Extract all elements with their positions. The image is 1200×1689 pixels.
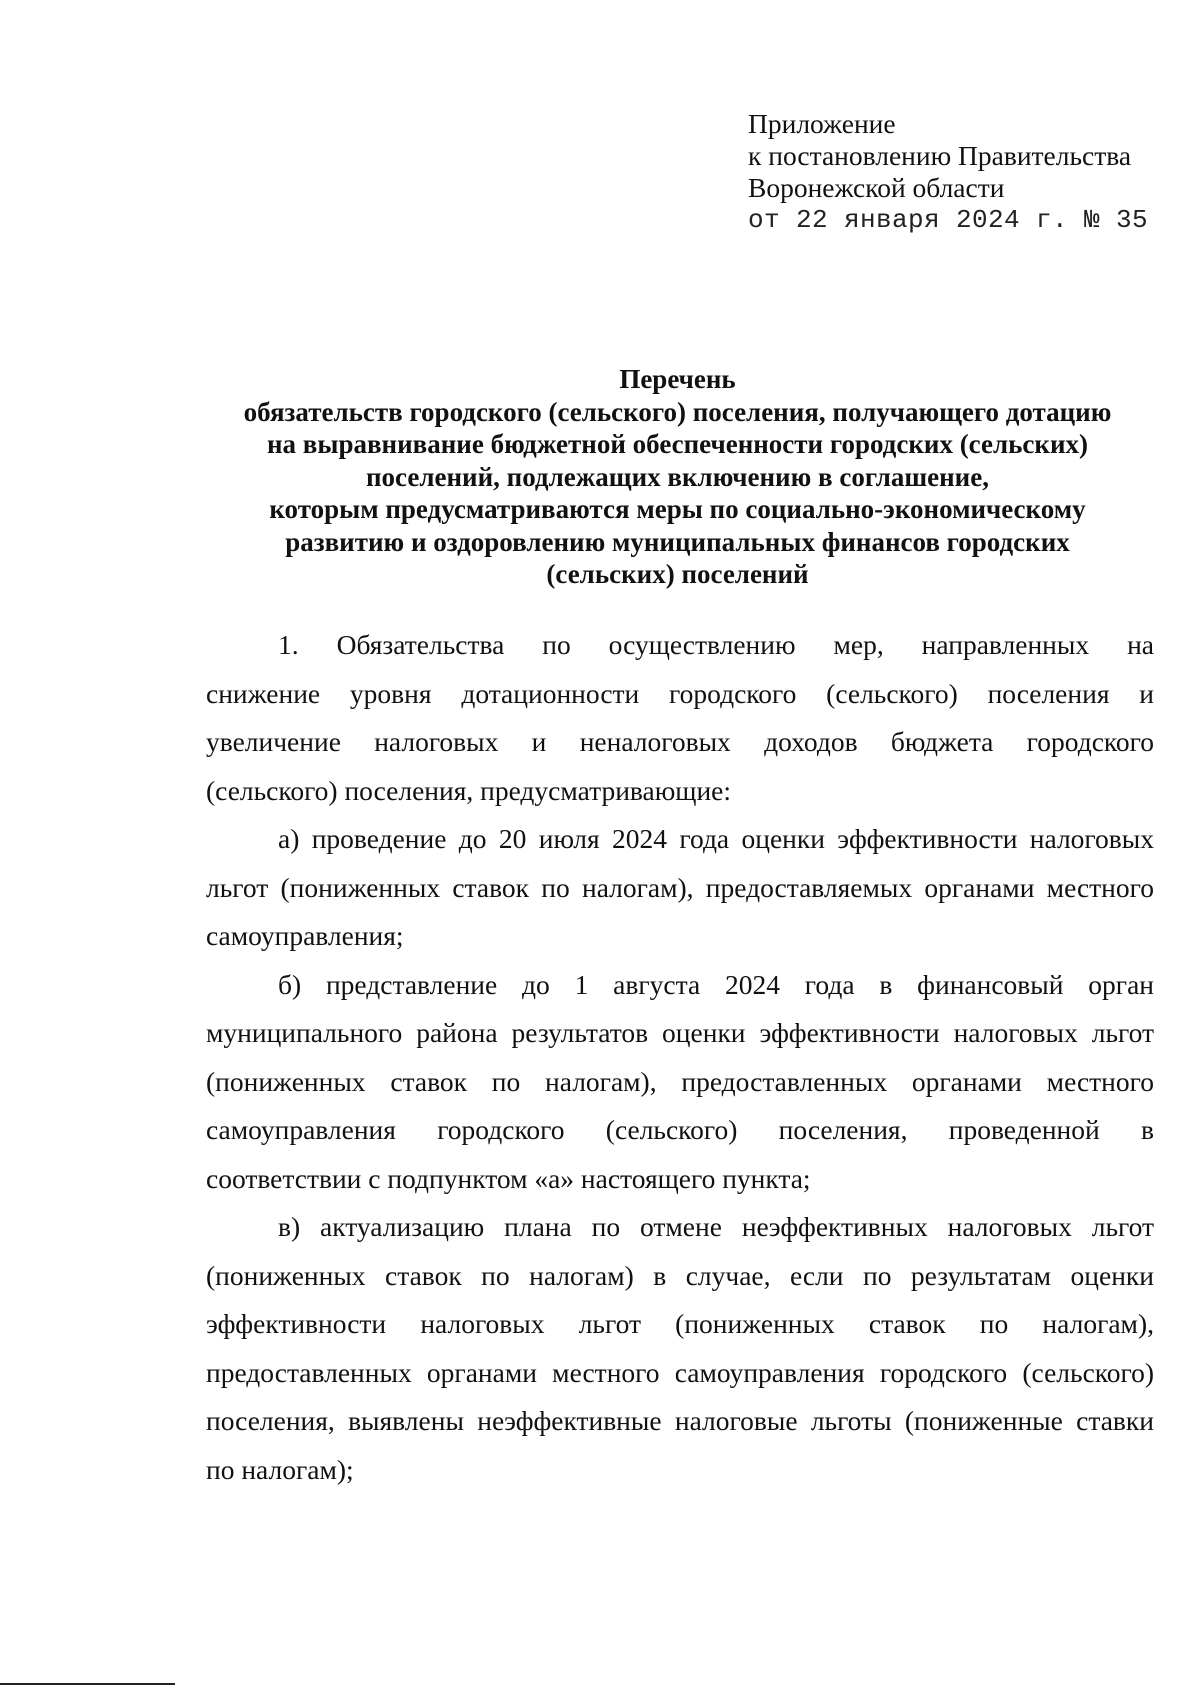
paragraph-line: увеличение налоговых и неналоговых доходов бюджета городского (206, 726, 1154, 757)
paragraph-line: (пониженных ставок по налогам), предоставленных органами местного (206, 1065, 1154, 1097)
subparagraph-a (206, 815, 1154, 961)
subparagraph-b (206, 961, 1154, 1204)
paragraph-line: б) представление до 1 августа 2024 года в финансовый орган (278, 968, 1154, 1000)
paragraph-line: льгот (пониженных ставок по налогам), предоставляемых органами местного (206, 871, 1154, 903)
footer-divider (0, 1683, 175, 1685)
paragraph-line: (сельского) поселения, предусматривающие: (206, 774, 732, 806)
paragraph-line: в) актуализацию плана по отмене неэффективных налоговых льгот (278, 1211, 1154, 1242)
paragraph-line: 1. Обязательства по осуществлению мер, направленных на (278, 629, 1154, 660)
subparagraph-v (206, 1203, 1154, 1494)
paragraph-line: а) проведение до 20 июля 2024 года оценки эффективности налоговых (278, 823, 1154, 854)
appendix-date-number: от 22 января 2024 г. № 35 (748, 205, 1149, 235)
title-line-3: на выравнивание бюджетной обеспеченности городских (сельских) (266, 429, 1088, 459)
paragraph-line: поселения, выявлены неэффективные налоговые льготы (пониженные ставки (206, 1405, 1154, 1436)
document-body (206, 621, 1154, 1494)
appendix-title: Приложение (748, 108, 896, 139)
title-line-4: поселений, подлежащих включению в соглашение, (366, 461, 989, 492)
title-line-6: развитию и оздоровлению муниципальных финансов городских (285, 526, 1070, 557)
paragraph-line: предоставленных органами местного самоуправления городского (сельского) (206, 1356, 1154, 1388)
appendix-header (748, 108, 1168, 236)
appendix-region: Воронежской области (748, 172, 1005, 203)
paragraph-line: самоуправления; (206, 920, 404, 951)
title-line-1: Перечень (619, 364, 736, 394)
paragraph-line: снижение уровня дотационности городского (сельского) поселения и (206, 677, 1154, 709)
paragraph-line: по налогам); (206, 1453, 354, 1485)
title-line-2: обязательств городского (сельского) поселения, получающего дотацию (243, 396, 1112, 427)
paragraph-line: (пониженных ставок по налогам) в случае, если по результатам оценки (206, 1259, 1154, 1291)
paragraph-line: муниципального района результатов оценки эффективности налоговых льгот (206, 1017, 1154, 1048)
paragraph-line: самоуправления городского (сельского) поселения, проведенной в (206, 1114, 1154, 1145)
paragraph-line: соответствии с подпунктом «а» настоящего пункта; (206, 1162, 811, 1194)
appendix-reference: к постановлению Правительства (748, 140, 1132, 171)
title-line-7: (сельских) поселений (546, 559, 809, 589)
title-line-5: которым предусматриваются меры по социально-экономическому (269, 494, 1086, 524)
document-title (180, 363, 1175, 591)
paragraph-1 (206, 621, 1154, 815)
paragraph-line: эффективности налоговых льгот (пониженных ставок по налогам), (206, 1308, 1154, 1339)
